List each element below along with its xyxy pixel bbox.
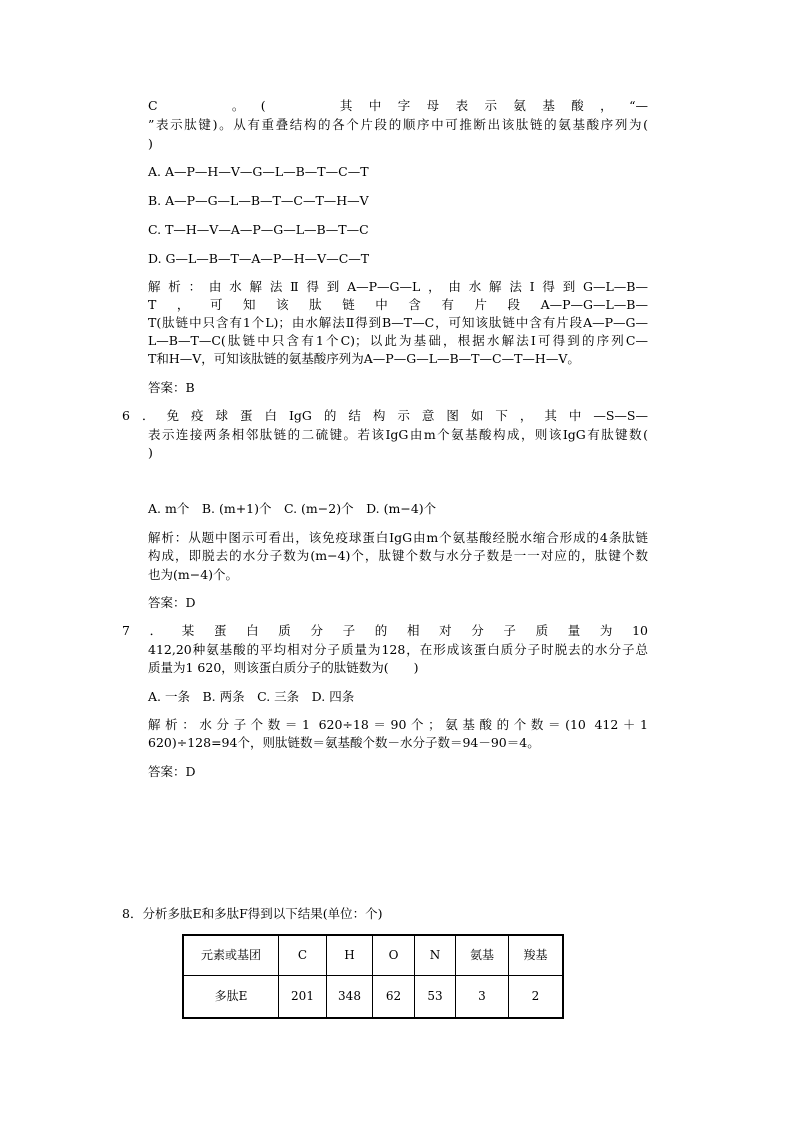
- q7-stem-line3: 质量为1 620，则该蛋白质分子的肽链数为( ): [148, 660, 419, 675]
- q7-options: A. 一条 B. 两条 C. 三条 D. 四条: [148, 689, 355, 704]
- q5-explanation-line5: T和H—V，可知该肽链的氨基酸序列为A—P—G—L—B—T—C—T—H—V。: [148, 351, 580, 366]
- q5-explanation-line1: 解析：由水解法Ⅱ得到A—P—G—L，由水解法Ⅰ得到G—L—B—: [148, 279, 648, 294]
- table-cell: 62: [385, 989, 402, 1003]
- q5-option-c: C. T—H—V—A—P—G—L—B—T—C: [148, 222, 369, 237]
- q6-options: A. m个 B. (m+1)个 C. (m−2)个 D. (m−4)个: [148, 501, 437, 516]
- table-header-cell: O: [388, 948, 399, 962]
- table-cell: 2: [531, 989, 540, 1003]
- table-header-cell: 元素或基团: [200, 948, 261, 962]
- table-cell: 53: [427, 989, 443, 1003]
- table-header-cell: 氨基: [469, 948, 494, 962]
- q5-answer: 答案：B: [148, 380, 195, 395]
- q7-explanation-line2: 620)÷128=94个，则肽链数＝氨基酸个数－水分子数＝94－90＝4。: [148, 735, 540, 750]
- q5-explanation-line4: L—B—T—C(肽链中只含有1个C)；以此为基础，根据水解法Ⅰ可得到的序列C—: [148, 333, 648, 348]
- q5-option-b: B. A—P—G—L—B—T—C—T—H—V: [148, 193, 369, 208]
- q5-stem-line3: ): [148, 136, 153, 151]
- q6-stem-line3: ): [148, 445, 153, 460]
- q6-answer: 答案：D: [148, 595, 196, 610]
- table-cell: 多肽E: [214, 989, 248, 1003]
- table-cell: 3: [478, 989, 486, 1003]
- q5-stem-line1: C 。( 其中字母表示氨基酸，“—: [148, 98, 648, 113]
- q7-stem-line1: 7．某蛋白质分子的相对分子质量为10: [122, 623, 648, 638]
- q7-explanation-line1: 解析：水分子个数＝1 620÷18＝90个；氨基酸的个数＝(10 412＋1: [148, 717, 648, 732]
- table-header-cell: C: [297, 948, 308, 962]
- q5-stem-line2: ”表示肽键)。从有重叠结构的各个片段的顺序中可推断出该肽链的氨基酸序列为(: [148, 117, 648, 132]
- table-cell: 348: [338, 989, 361, 1003]
- q7-stem-line2: 412,20种氨基酸的平均相对分子质量为128，在形成该蛋白质分子时脱去的水分子总: [148, 642, 648, 657]
- q6-explanation-line2: 构成，即脱去的水分子数为(m−4)个，肽键个数与水分子数是一一对应的，肽键个数: [148, 548, 648, 563]
- table-header-cell: H: [344, 948, 355, 962]
- q5-option-a: A. A—P—H—V—G—L—B—T—C—T: [148, 164, 369, 179]
- table-header-cell: 羧基: [523, 948, 548, 962]
- table-header-cell: N: [429, 948, 441, 962]
- q5-explanation-line2: T，可知该肽链中含有片段A—P—G—L—B—: [148, 297, 648, 312]
- q5-explanation-line3: T(肽链中只含有1个L)；由水解法Ⅱ得到B—T—C，可知该肽链中含有片段A—P—G—: [148, 315, 648, 330]
- q5-option-d: D. G—L—B—T—A—P—H—V—C—T: [148, 251, 370, 266]
- q6-stem-line1: 6．免疫球蛋白IgG的结构示意图如下，其中—S—S—: [122, 408, 648, 423]
- q8-title: 8．分析多肽E和多肽F得到以下结果(单位：个): [122, 906, 383, 921]
- q6-explanation-line1: 解析：从题中图示可看出，该免疫球蛋白IgG由m个氨基酸经脱水缩合形成的4条肽链: [148, 530, 648, 545]
- q7-answer: 答案：D: [148, 764, 196, 779]
- table-cell: 201: [291, 989, 314, 1003]
- q6-explanation-line3: 也为(m−4)个。: [148, 567, 239, 582]
- q6-stem-line2: 表示连接两条相邻肽链的二硫键。若该IgG由m个氨基酸构成，则该IgG有肽键数(: [148, 427, 648, 442]
